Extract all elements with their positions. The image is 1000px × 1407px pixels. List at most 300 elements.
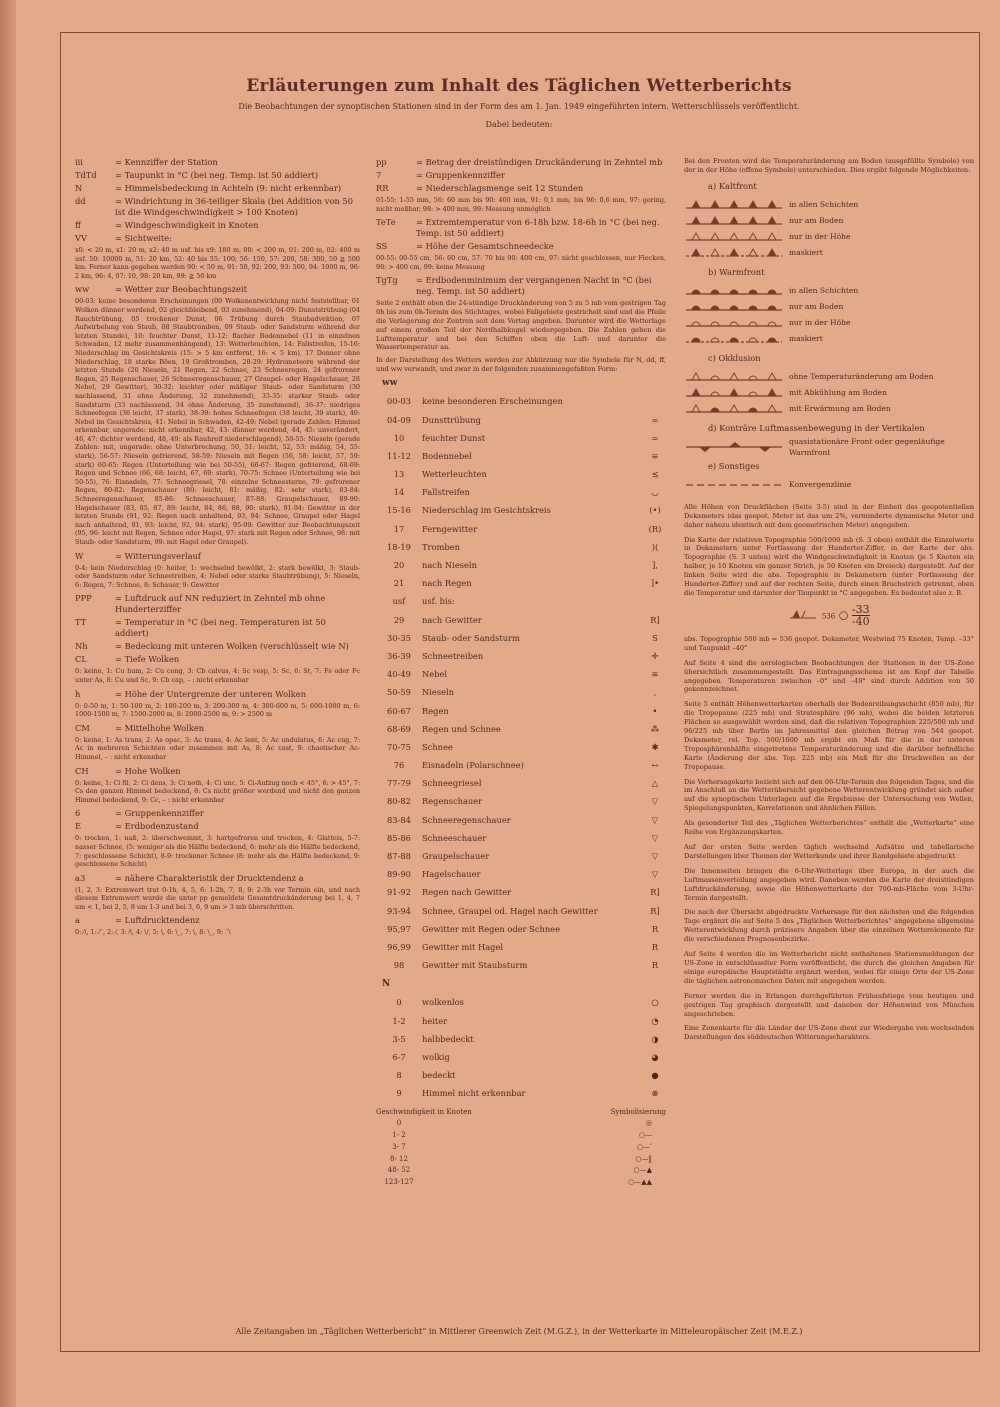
table-row (376, 684, 666, 702)
wind-row (376, 1165, 666, 1177)
front-row (684, 436, 974, 457)
definition-value: = Erdbodenminimum der vergangenen Nacht in °C (bei neg. Temp. ist 50 addiert) (416, 275, 652, 297)
wind-head: Geschwindigkeit in Knoten (376, 1107, 472, 1116)
table-row (376, 902, 666, 920)
weather-symbol-icon: (•) (649, 505, 661, 516)
table-row (376, 593, 666, 611)
definition-entry (75, 593, 360, 615)
wind-row (376, 1177, 666, 1189)
definition-value: = Hohe Wolken (115, 765, 181, 776)
wind-speed: 8- 12 (390, 1154, 408, 1163)
weather-symbol-icon: , (653, 687, 657, 698)
definition-entry (376, 183, 666, 194)
front-row (684, 299, 974, 315)
front-row (684, 315, 974, 331)
okklusion-list (684, 369, 974, 417)
definition-key: N (75, 183, 83, 193)
definition-entry (75, 723, 360, 734)
definition-key: CH (75, 765, 89, 776)
page-subtitle: Die Beobachtungen der synoptischen Stationen sind in der Form des am 1. Jan. 1949 eingeführten intern. Wetterschlüssels veröffentlicht. (238, 102, 800, 111)
weather-symbol-icon: (R) (648, 523, 662, 534)
row-code: 10 (393, 432, 405, 443)
definition-value: = Taupunkt in °C (bei neg. Temp. ist 50 addiert) (115, 170, 319, 180)
wind-row (376, 1153, 666, 1165)
cold-front-icon (684, 215, 789, 227)
wind-row (376, 1118, 666, 1130)
occlusion-front-icon (684, 403, 789, 415)
ww-table (376, 393, 666, 975)
weather-symbol-icon: ▽ (651, 832, 659, 843)
definition-detail: 0-4: kein Niederschlag (0: heiter, 1: wechselnd bewölkt, 2: stark bewölkt, 3: Staub- oder Sandsturm oder Schneetreiben, 4: Nebel oder starke Staubtrübung), 5: Nieseln, 6: Regen, 7: Schnee, 8: Schauer, 9: Gewitter (75, 563, 360, 589)
definition-value: = Gruppenkennziffer (416, 170, 505, 180)
table-row (376, 793, 666, 811)
row-description: Bodennebel (422, 450, 472, 461)
row-description: Dunsttrübung (422, 414, 481, 425)
row-code: 9 (396, 1088, 402, 1099)
row-code: 76 (393, 760, 405, 771)
definition-value: = Windrichtung in 36-teiliger Skala (bei Addition von 50 ist die Windgeschwindigkeit > 100 Knoten) (115, 196, 353, 217)
warmfront-label: b) Warmfront (708, 266, 765, 277)
definition-entry (376, 275, 666, 297)
definition-key: pp (376, 157, 387, 167)
definition-key: PPP (75, 593, 92, 604)
konvergenz-text: Konvergenzlinie (789, 480, 852, 490)
definition-value: = Niederschlagsmenge seit 12 Stunden (416, 183, 584, 193)
row-code: 0 (396, 997, 402, 1008)
definition-key: VV (75, 233, 87, 243)
row-description: Schneeregenschauer (422, 814, 511, 825)
definition-key: TdTd (75, 170, 97, 180)
weather-symbol-icon: R] (650, 614, 660, 625)
definition-entry (75, 617, 360, 639)
warmfront-list (684, 283, 974, 347)
occlusion-front-icon (684, 387, 789, 399)
weather-symbol-icon: ∞ (651, 414, 659, 425)
front-description: nur in der Höhe (789, 318, 851, 328)
weather-symbol-icon: ]• (650, 578, 660, 589)
definition-entry (376, 157, 666, 168)
front-row (684, 229, 974, 245)
row-description: halbbedeckt (422, 1033, 474, 1044)
para-10: Die nach der Übersicht abgedruckte Vorhersage für den nächsten und die folgenden Tage ergänzt die auf Seite 5 des „Täglichen Wetterberichtes“ angegebene allgemeine Wetterentwicklung durch präzisere Angaben über die einzelnen Wetterelemente für die verschiedenen Prognosenbezirke. (684, 908, 974, 944)
weather-symbol-icon: ≡ (651, 450, 659, 461)
weather-symbol-icon: ▽ (651, 796, 659, 807)
cold-front-icon (684, 247, 789, 259)
weather-symbol-icon: ↔ (651, 760, 659, 771)
row-description: Eisnadeln (Polarschnee) (422, 760, 524, 771)
column-3 (684, 157, 974, 1048)
row-description: Nieseln (422, 687, 454, 698)
wind-symbol-icon: ○—ˈ (636, 1142, 652, 1151)
page-edge (0, 0, 16, 1407)
weather-symbol-icon: ▽ (651, 851, 659, 862)
weather-symbol-icon: ⊗ (651, 1088, 659, 1099)
table-row (376, 720, 666, 738)
row-code: 68-69 (387, 723, 411, 734)
page-title: Erläuterungen zum Inhalt des Täglichen Wetterberichts (246, 76, 792, 96)
weather-symbol-icon: ✛ (651, 650, 659, 661)
definition-entry (75, 654, 360, 665)
definition-value: = Erdbodenzustand (115, 821, 199, 832)
wind-sym-head: Symbolisierung (610, 1107, 666, 1116)
dabei-label: Dabei bedeuten: (485, 120, 553, 129)
wind-speed: 1- 2 (392, 1131, 406, 1140)
row-code: 77-79 (387, 778, 411, 789)
seite2b-text: In der Darstellung des Wetters werden zur Abkürzung nur die Symbole für N, dd, ff, und ww verwandt, und zwar in der folgenden zusammengefaßten Form: (376, 356, 666, 373)
definition-key: W (75, 550, 84, 561)
row-description: Regen (422, 705, 449, 716)
table-row (376, 884, 666, 902)
cold-front-icon (684, 199, 789, 211)
row-code: 30-35 (387, 632, 411, 643)
definition-value: = Bedeckung mit unteren Wolken (verschlüsselt wie N) (115, 641, 349, 652)
ww-entry (75, 284, 360, 295)
front-description: in allen Schichten (789, 286, 859, 296)
definition-key: TgTg (376, 275, 398, 286)
sonstiges-list (684, 477, 974, 493)
row-code: 3-5 (392, 1033, 406, 1044)
front-description: mit Erwärmung am Boden (789, 404, 891, 414)
definition-detail: 0: trocken, 1: naß, 2: überschwemmt, 3: hartgefroren und trocken, 4: Glatteis, 5-7: nasser Schnee, (5: weniger als die Hälfte bedeckend, 6: mehr als die Hälfte bedeckend, 7: geschlossene Schicht), 8-9: trockener Schnee (8: mehr als die Hälfte bedeckend, 9: geschlossene Schicht) (75, 834, 360, 869)
column-2 (376, 157, 666, 1189)
weather-symbol-icon: ◑ (651, 1033, 659, 1044)
row-code: 98 (393, 960, 405, 971)
weather-symbol-icon: ◔ (651, 1015, 659, 1026)
quasistationary-front-icon (684, 441, 789, 453)
table-row (376, 775, 666, 793)
occlusion-front-icon (684, 371, 789, 383)
table-row (376, 647, 666, 665)
weather-symbol-icon: ≡ (651, 669, 659, 680)
row-code: 40-49 (387, 669, 411, 680)
weather-symbol-icon: △ (651, 778, 659, 789)
row-description: Graupelschauer (422, 851, 490, 862)
weather-symbol-icon: ● (651, 1070, 659, 1081)
row-description: wolkig (422, 1051, 450, 1062)
definition-entry (75, 233, 360, 244)
definition-entry (75, 220, 360, 231)
front-row (684, 331, 974, 347)
weather-symbol-icon: ○ (651, 997, 659, 1008)
weather-symbol-icon: ◕ (651, 1051, 659, 1062)
row-code: 87-88 (387, 851, 411, 862)
weather-symbol-icon: ◡ (651, 487, 659, 498)
weather-symbol-icon: R (651, 923, 659, 934)
definition-value: = Extremtemperatur von 6-18h bzw. 18-6h in °C (bei neg. Temp. ist 50 addiert) (416, 217, 660, 239)
warm-front-icon (684, 301, 789, 313)
row-code: 50-59 (387, 687, 411, 698)
wind-speed: 123-127 (384, 1178, 414, 1187)
definition-entry (376, 217, 666, 239)
definition-value: = Himmelsbedeckung in Achteln (9: nicht erkennbar) (115, 183, 342, 193)
definition-key: CL (75, 654, 87, 665)
front-description: in allen Schichten (789, 200, 859, 210)
row-code: 14 (393, 487, 405, 498)
definition-key: CM (75, 722, 90, 733)
station-formula (684, 604, 974, 627)
row-code: 95,97 (387, 923, 411, 934)
wind-barb-icon (788, 608, 818, 622)
definition-entry (75, 551, 360, 562)
weather-symbol-icon: ⁂ (650, 723, 660, 734)
weather-symbol-icon: )( (651, 541, 659, 552)
para-8: Auf der ersten Seite werden täglich wechselnd Aufsätze und tabellarische Darstellungen über Themen der Wetterkunde und ihrer Randgebiete abgedruckt. (684, 843, 974, 860)
table-row (376, 994, 666, 1012)
warm-front-icon (684, 285, 789, 297)
row-code: 36-39 (387, 650, 411, 661)
table-row (376, 957, 666, 975)
weather-symbol-icon: R] (650, 905, 660, 916)
table-row (376, 920, 666, 938)
weather-symbol-icon: ✱ (651, 741, 659, 752)
warm-front-icon (684, 333, 789, 345)
column-1 (75, 157, 360, 941)
definition-entry (75, 766, 360, 777)
ww-def: = Wetter zur Beobachtungszeit (115, 284, 247, 295)
definition-key: RR (376, 183, 389, 193)
front-row (684, 401, 974, 417)
row-description: Hagelschauer (422, 869, 481, 880)
wind-symbol-icon: ○—‖ (635, 1154, 652, 1163)
row-code: 85-86 (387, 832, 411, 843)
row-description: wolkenlos (422, 997, 464, 1008)
table-row (376, 847, 666, 865)
row-code: 70-75 (387, 741, 411, 752)
definition-key: a (75, 915, 80, 926)
station-circle-icon: ○ (838, 608, 849, 622)
row-description: Schnee (422, 741, 453, 752)
fronts-intro: Bei den Fronten wird die Temperaturänderung am Boden (ausgefüllte Symbole) von der in der Höhe (offene Symbole) unterschieden. Dies ergibt folgende Möglichkeiten: (684, 157, 974, 174)
definition-entry (376, 170, 666, 181)
table-row (376, 1067, 666, 1085)
front-description: nur in der Höhe (789, 232, 851, 242)
front-row (684, 197, 974, 213)
definition-key: iii (75, 157, 83, 167)
row-description: Schnee, Graupel od. Hagel nach Gewitter (422, 905, 598, 916)
weather-symbol-icon: = (651, 432, 659, 443)
sonstiges-label: e) Sonstiges (708, 460, 760, 471)
table-row (376, 447, 666, 465)
row-description: nach Gewitter (422, 614, 482, 625)
row-code: 11-12 (387, 450, 411, 461)
definition-value: = nähere Charakteristik der Drucktendenz a (115, 872, 304, 883)
row-code: 1-2 (392, 1015, 406, 1026)
row-code: 80-82 (387, 796, 411, 807)
para-6: Die Vorhersagekarte bezieht sich auf den 06-Uhr-Termin des folgenden Tages, und die im Anschluß an die Wetterübersicht gegebene Wetterentwicklung gründet sich außer auf die synoptischen Unterlagen auf die Ergebnisse der Untersuchung von Wellen, Spiegelungspunkten, Korrelationen und ähnlichen Fällen. (684, 777, 974, 813)
definition-entry (75, 915, 360, 926)
weather-symbol-icon: R (651, 960, 659, 971)
wind-symbol-icon: ○—▲▲ (628, 1178, 652, 1187)
definition-value: = Höhe der Gesamtschneedecke (416, 241, 554, 252)
definition-detail: 0: ⁄\, 1: ⁄‾, 2: ⁄, 3: ⁄\, 4: \/, 5: \, 6: \_, 7: \, 8: \_, 9: ‾\ (75, 928, 231, 937)
wind-speed: 3- 7 (392, 1142, 406, 1151)
row-code: 8 (396, 1070, 402, 1081)
table-row (376, 829, 666, 847)
definition-value: = Windgeschwindigkeit in Knoten (115, 220, 259, 230)
ww-text: 00-03: keine besonderen Erscheinungen (00 Wolkenentwicklung nicht feststellbar, 01 Wolken dünner werdend, 02 gleichbleibend, 03 zunehmend), 04-09: Dunststrübung (04 Rauchtrübung, 05 trockener Dunst, 06 Trübung durch Staubadvektion, 07 Aufwirbelung von Staub, 08 Staubtromben, 09 Staub- oder Sandsturm während der letzten Stunde), 10: feuchter Dunst, 11-12: flacher Bodennebel (11 in einzelnen Schwaden, 12 mehr zusammenhängend), 13: Wetterleuchten, 14: Fallstreifen, 15-16: Niederschlag im Gesichtskreis (15: > 5 km entfernt, 16: < 5 km), 17 Donner ohne Niederschlag, 18 starke Böen, 19 Großtromben, 20-29: Hydrometeore während der letzten Stunde (20 Nieseln, 21 Regen, 22 Schnee, 23 Schneeregen, 24 gefrorener Regen, 25 Regenschauer, 26 Schneeregenschauer, 27 Graupel- oder Hagelschauer, 28 Nebel, 29 Gewitter), 30-32: leichter oder mäßiger Staub- oder Sandsturm (30 nachlassend, 31 ohne Änderung, 32 zunehmend), 33-35: starker Staub- oder Sandsturm (33 nachlassend, 34 ohne Änderung, 35 zunehmend), 36-37: niedriges Schneefegen (36 leicht, 37 stark), 38-39: hohes Schneefegen (38 leicht, 39 stark), 40: Nebel im Gesichtskreis, 41: Nebel in Schwaden, 42-49: Nebel (gerade Zahlen: Himmel erkennbar, ungerade: nicht erkennbar, 42, 43: dünner werdend, 44, 45: unverändert, 46, 47: dichter werdend, 48, 49: als Rauhreif niederschlagend), 50-55: Nieseln (gerade Zahlen: mit, ungerade: ohne Unterbrechung, 50, 51: leicht, 52, 53: mäßig, 54, 55: stark), 56-57: Nieseln gefrierend, 58-59: Nieseln mit Regen (56, 58: leicht, 57, 59: stark) 60-65: Regen (Unterteilung wie bei 50-55), 66-67: Regen gefrierend, 68-69: Regen und Schnee (66, 68: leicht, 67, 69: stark), 70-75: Schnee (Unterteilung wie bei 50-55), 76: Eisnadeln, 77: Schneegriesel, 78: einzelne Schneesterne, 79: gefrorener Regen, 80-82: Regenschauer (80: leicht, 81: mäßig, 82: sehr stark), 83-84: Schneeregenschauer, 85-86: Schneeschauer, 87-88: Graupelschauer, 89-90: Hagelschauer (83, 85, 87, 89: leicht, 84, 86, 88, 90: stark), 91-94: Gewitter in der letzten Stunde (91, 92: Regen nach anhaltend, 93, 94: Schnee, Graupel oder Hagel nach anhaltend, 91, 93: leicht, 92, 94: stark), 95-99: Gewitter zur Beobachtungszeit (95, 96: leicht mit Regen, Schnee oder Hagel, 97: stark mit Regen oder Schnee, 98: mit Staub- oder Sandsturm, 99: mit Hagel oder Graupel). (75, 297, 360, 546)
warm-front-icon (684, 317, 789, 329)
definition-detail: 0: 0-50 m, 1: 50-100 m, 2: 100-200 m, 3: 200-300 m, 4: 300-600 m, 5: 600-1000 m, 6: 1000-1500 m, 7: 1500-2000 m, 8: 2000-2500 m, 9: > 2500 m (75, 701, 360, 719)
row-description: Regen nach Gewitter (422, 887, 512, 898)
table-row (376, 1085, 666, 1103)
formula-top: -33 (851, 602, 870, 616)
row-code: 13 (393, 469, 405, 480)
row-code: usf (392, 596, 406, 607)
front-description: nur am Boden (789, 302, 844, 312)
table-row (376, 502, 666, 520)
row-description: bedeckt (422, 1070, 456, 1081)
front-row (684, 245, 974, 261)
definition-entry (75, 808, 360, 819)
row-code: 93-94 (387, 905, 411, 916)
kaltfront-list (684, 197, 974, 261)
table-row (376, 866, 666, 884)
weather-symbol-icon: R] (650, 887, 660, 898)
weather-symbol-icon: • (652, 705, 658, 716)
front-description: ohne Temperaturänderung am Boden (789, 372, 934, 382)
cold-front-icon (684, 231, 789, 243)
definition-value: = Luftdrucktendenz (115, 915, 200, 926)
para-5: Seite 5 enthält Höhenwetterkarten oberhalb der Bodenreibungsschicht (850 mb), für die Tropopause (225 mb) und Stratosphäre (96 mb), wobei die beiden letzteren Flächen so ausgewählt worden sind, daß die relativen Topographien 225/500 mb und 96/225 mb über Berlin im Jahresmittel den gleichen Betrag von 544 geopot. Dekameter, rel. Top. 500/1000 mb ergibt ein Maß für die in der unteren Troposphärenhälfte eingetretene Temperaturänderung und die darüber befindliche Karte (Änderung der abs. Top. 225 mb) ein Maß für die Druckwellen an der Tropopause. (684, 700, 974, 771)
front-row (684, 385, 974, 401)
definition-detail: 0: keine, 1: As trans, 2: As opac, 3: Ac trans, 4: Ac lent, 5: Ac undulatus, 6: Ac cug, 7: Ac in mehreren Schichten oder zusammen mit As, 8: Ac cast, 9: chaotischer Ac-Himmel, – : nicht erkennbar (75, 735, 360, 761)
definition-detail: 0: keine, 1: Ci fil, 2: Ci dens, 3: Ci noth, 4: Ci unc, 5: Ci-Aufzug noch < 45°, 6: > 45°, 7: Cs den ganzen Himmel bedeckend, 8: Cs nicht größer werdend und nicht den ganzen Himmel bedeckend, 9: Cc, – : nicht erkennbar (75, 778, 360, 804)
row-description: feuchter Dunst (422, 432, 486, 443)
definition-value: = Tiefe Wolken (115, 654, 180, 665)
table-row (376, 520, 666, 538)
definition-key: TT (75, 617, 87, 628)
row-description: Schneegriesel (422, 778, 482, 789)
row-description: Himmel nicht erkennbar (422, 1088, 526, 1099)
formula-left: 536 (821, 612, 836, 621)
definition-entry (75, 170, 360, 181)
row-description: Schneeschauer (422, 832, 487, 843)
para-1: Alle Höhen von Druckflächen (Seite 3-5) sind in der Einheit des geopotentiellen Dekameters (das geopot. Meter ist das um 2%, verminderte dynamische Meter und daher nahezu identisch mit dem geometrischen Meter) angegeben. (684, 502, 974, 529)
row-description: Gewitter mit Staubsturm (422, 960, 528, 971)
definition-value: = Höhe der Untergrenze der unteren Wolken (115, 688, 307, 699)
definition-key: h (75, 688, 81, 699)
row-description: Regenschauer (422, 796, 483, 807)
wind-speed: 0 (396, 1119, 402, 1128)
table-row (376, 575, 666, 593)
ww-key: ww (75, 284, 90, 295)
row-description: Ferngewitter (422, 523, 478, 534)
table-row (376, 411, 666, 429)
definition-value: = Mittelhohe Wolken (115, 722, 205, 733)
ww-table-head: ww (382, 377, 398, 388)
table-row (376, 1048, 666, 1066)
wind-symbol-icon: ○— (638, 1131, 652, 1140)
row-description: Nebel (422, 669, 448, 680)
row-description: Schneetreiben (422, 650, 484, 661)
definition-detail: 01-55: 1-55 mm, 56: 60 mm bis 90: 400 mm, 91: 0,1 mm, bis 96: 0,6 mm, 97: gering, nicht meßbar, 98: > 400 mm, 99: Messung unmöglich (376, 196, 666, 213)
front-description: maskiert (789, 334, 823, 344)
front-row (684, 477, 974, 493)
row-code: 17 (393, 523, 405, 534)
table-row (376, 393, 666, 411)
definition-value: = Witterungsverlauf (115, 550, 202, 561)
definition-entry (75, 821, 360, 832)
table-row (376, 702, 666, 720)
table-row (376, 757, 666, 775)
weather-symbol-icon: S (652, 632, 658, 643)
weather-symbol-icon: ≲ (651, 469, 659, 480)
definition-entry (75, 157, 360, 168)
row-description: Regen und Schnee (422, 723, 501, 734)
wind-symbol-icon: ◎ (645, 1119, 652, 1128)
definition-key: ff (75, 220, 81, 230)
definition-key: 7 (376, 170, 382, 180)
table-row (376, 629, 666, 647)
weather-symbol-icon: ▽ (651, 814, 659, 825)
table-row (376, 538, 666, 556)
row-code: 60-67 (387, 705, 411, 716)
row-description: Staub- oder Sandsturm (422, 632, 520, 643)
footer-note: Alle Zeitangaben im „Täglichen Wetterbericht“ in Mittlerer Greenwich Zeit (M.G.Z.), in der Wetterkarte in Mitteleuropäischer Zeit (M.E.Z.) (235, 1327, 803, 1336)
table-row (376, 666, 666, 684)
definition-value: = Temperatur in °C (bei neg. Temperaturen ist 50 addiert) (115, 617, 326, 639)
row-description: usf. bis: (422, 596, 455, 607)
row-code: 21 (393, 578, 405, 589)
row-code: 89-90 (387, 869, 411, 880)
table-row (376, 738, 666, 756)
table-row (376, 811, 666, 829)
n-table-head: N (382, 978, 391, 989)
n-table (376, 994, 666, 1103)
vv-text: x0: < 20 m, x1: 20 m, x2: 40 m usf. bis x9: 180 m, 00: < 200 m, 01: 200 m, 02: 400 m usf. 50: 10000 m, 51: 20 km, 52: 40 bis 55: 100; 56: 150, 57: 200, 58: 300, 59 ≧ 500 km. Ferner kann gegeben werden 90: < 50 m, 91: 50, 92: 200, 93: 500, 94: 1000 m, 96: 2 km, 96: 4, 97: 10, 98: 20 km, 99: ≧ 50 km (75, 246, 360, 280)
row-code: 29 (393, 614, 405, 625)
seite2-text: Seite 2 enthält oben die 24-stündige Druckänderung von 5 zu 5 mb vom gestrigen Tag 0h bis zum 0h-Termin des Stichtages, wobei Fallgebiete gestrichelt sind und die Pfeile die Verlagerung der Zentren seit dem Vortag angeben. Darunter wird die Wetterlage auf einem großen Teil der Nordhalbkugel wiedergegeben. Die Zahlen geben die Lufttemperatur und bei den Schiffen oben die Luft- und darunter die Wassertemperatur an. (376, 299, 666, 352)
definition-key: a3 (75, 872, 86, 883)
row-description: Gewitter mit Regen oder Schnee (422, 923, 560, 934)
definition-detail: 0: keine, 1: Cu hum, 2: Cu cong, 3: Cb calvus, 4: Sc vesp, 5: Sc, 6: St, 7: Fs oder Fc unter As, 8: Cu und Sc, 9: Cb cap, – : nicht erkennbar (75, 667, 360, 684)
row-code: 04-09 (387, 414, 411, 425)
wind-table (376, 1118, 666, 1189)
para-2: Die Karte der relativen Topographie 500/1000 mb (S. 3 oben) enthält die Einzelwerte in Dekametern unter Fortlassung der Hunderter-Ziffer, in der Karte der abs. Topographie (S. 3 unten) wird die Windgeschwindigkeit in Knoten (je 5 Knoten ein halber, je 10 Knoten ein ganzer Strich, je 50 Knoten ein Dreieck) dargestellt. Auf der linken Seite wird die abs. Topographie in Dekametern (unter Fortlassung der Hunderter-Ziffer) und auf der rechten Seite, durch einen Bruchstrich getrennt, oben die Temperatur und darunter der Taupunkt in °C angegeben. Es bedeutet also z. B. (684, 535, 974, 597)
definition-value: = Gruppenkennziffer (115, 808, 204, 819)
row-code: 91-92 (387, 887, 411, 898)
table-row (376, 611, 666, 629)
weather-symbol-icon: R (651, 941, 659, 952)
kontraer-list (684, 436, 974, 457)
definition-entry (75, 641, 360, 652)
table-row (376, 1012, 666, 1030)
table-row (376, 1030, 666, 1048)
definition-entry (376, 241, 666, 252)
para-4: Auf Seite 4 sind die aerologischen Beobachtungen der Stationen in der US-Zone übersichtlich zusammengestellt. Das Eintragungsschema ist am Kopf der Tabelle angegeben. Temperaturen zwischen –0° und –49° sind durch Addition von 50 gekennzeichnet. (684, 658, 974, 694)
definition-key: Nh (75, 641, 88, 652)
definition-entry (75, 689, 360, 700)
definition-entry (75, 183, 360, 194)
definition-key: TeTe (376, 217, 396, 228)
wind-speed: 48- 52 (387, 1166, 411, 1175)
table-row (376, 466, 666, 484)
formula-bottom: -40 (851, 614, 870, 628)
front-description: nur am Boden (789, 216, 844, 226)
wind-row (376, 1130, 666, 1142)
table-row (376, 556, 666, 574)
front-row (684, 213, 974, 229)
convergence-line-icon (684, 479, 789, 491)
row-code: 96,99 (387, 941, 411, 952)
para-3: abs. Topographie 500 mb = 536 geopot. Dekameter, Westwind 75 Knoten, Temp. –33° und Taupunkt –40° (684, 634, 974, 652)
definition-value: = Kennziffer der Station (115, 157, 218, 167)
definition-detail: 00-55: 00-55 cm, 56: 60 cm, 57: 70 bis 90: 400 cm, 97: nicht geschlossen, nur Flecken, 98: > 400 cm, 99: keine Messung (376, 254, 666, 271)
para-7: Als gesonderter Teil des „Täglichen Wetterberichtes“ enthält die „Wetterkarte“ eine Reihe von Ergänzungskarten. (684, 819, 974, 837)
row-description: Tromben (422, 541, 460, 552)
definition-value: = Betrag der dreistündigen Druckänderung in Zehntel mb (416, 157, 663, 167)
kontraer-text: quasistationäre Front oder gegenläufige Warmfront (789, 436, 945, 457)
